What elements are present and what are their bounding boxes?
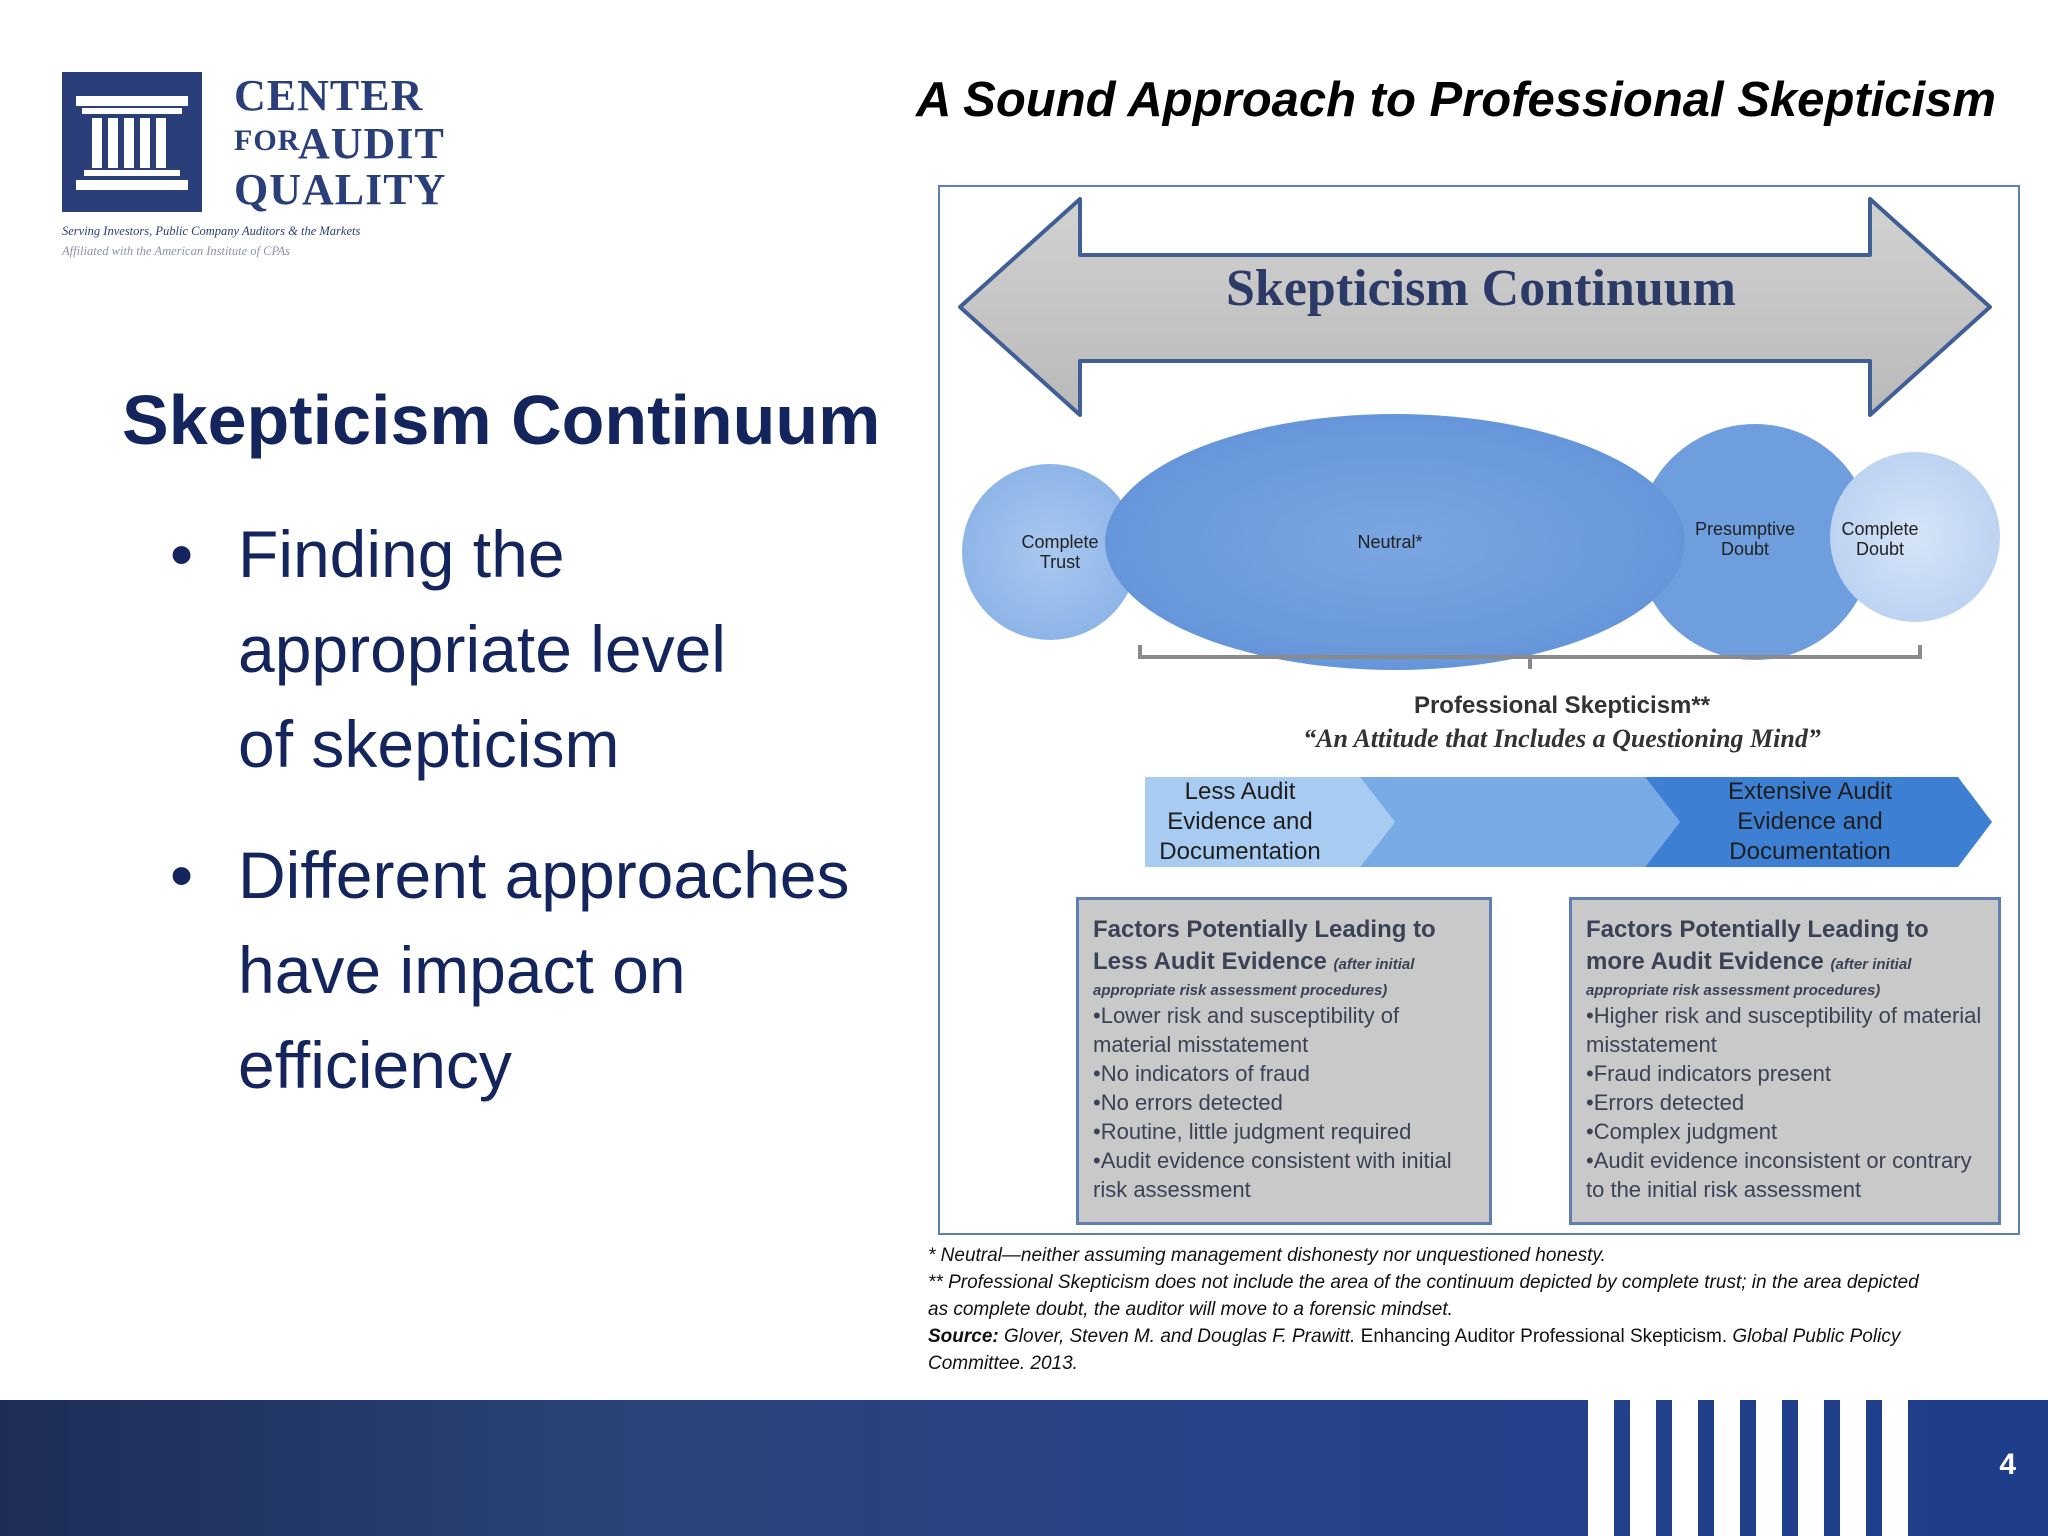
source-end: Committee. 2013.	[928, 1353, 1078, 1374]
source-title: Enhancing Auditor Professional Skepticism.	[1360, 1326, 1728, 1347]
logo-affiliation: Affiliated with the American Institute of CPAs	[62, 244, 290, 258]
slide-title: Skepticism Continuum	[122, 381, 881, 459]
factor-item: •Lower risk and susceptibility of material misstatement	[1093, 1003, 1400, 1057]
footnote-neutral: * Neutral—neither assuming management dishonesty nor unquestioned honesty.	[928, 1245, 1606, 1266]
factor-item: •No errors detected	[1093, 1090, 1283, 1115]
bullet-line: Different approaches	[238, 838, 850, 912]
slide-header: A Sound Approach to Professional Skepticism	[916, 73, 1996, 127]
logo-word-quality: QUALITY	[234, 165, 447, 214]
footnote-skepticism-cont: as complete doubt, the auditor will move to a forensic mindset.	[928, 1299, 1453, 1320]
factor-item: •Audit evidence consistent with initial risk assessment	[1093, 1148, 1452, 1202]
footer-stripe	[1798, 1400, 1824, 1536]
professional-skepticism-title: Professional Skepticism**	[1413, 692, 1711, 719]
bullet-line: have impact on	[238, 933, 686, 1007]
footer-stripe	[1588, 1400, 1614, 1536]
factors-less-evidence-box	[1076, 897, 1492, 1225]
complete-doubt-label: Complete Doubt	[1841, 519, 1919, 559]
factors-more-evidence-box	[1569, 897, 2001, 1225]
factor-item: •Fraud indicators present	[1586, 1061, 1831, 1086]
page-number: 4	[1999, 1448, 2016, 1481]
neutral-label: Neutral*	[1357, 532, 1423, 552]
source-label: Source:	[928, 1326, 999, 1347]
professional-skepticism-quote: “An Attitude that Includes a Questioning Mind”	[1303, 724, 1821, 753]
bullet-dot-icon: •	[170, 517, 194, 591]
factor-item: •Errors detected	[1586, 1090, 1745, 1115]
complete-trust-label: Complete Trust	[1021, 532, 1099, 572]
logo-tagline: Serving Investors, Public Company Auditors & the Markets	[62, 224, 361, 238]
factor-box-subnote: appropriate risk assessment procedures)	[1586, 982, 1881, 999]
cqa-logo	[62, 71, 447, 262]
presumptive-doubt-label: Presumptive Doubt	[1694, 519, 1796, 559]
footer-stripe	[1756, 1400, 1782, 1536]
source-authors: Glover, Steven M. and Douglas F. Prawitt.	[1004, 1326, 1356, 1347]
footnote-skepticism: ** Professional Skepticism does not include the area of the continuum depicted by complete trust; in the area depicted	[928, 1272, 1919, 1293]
arrow-title: Skepticism Continuum	[1226, 260, 1736, 317]
factor-box-note: (after initial	[1333, 956, 1415, 973]
bullet-line: Finding the	[238, 517, 565, 591]
factor-box-heading: Factors Potentially Leading to more Audit Evidence	[1586, 916, 1929, 975]
factor-item: •Higher risk and susceptibility of material misstatement	[1586, 1003, 1982, 1057]
factor-item: •Routine, little judgment required	[1093, 1119, 1412, 1144]
bullet-dot-icon: •	[170, 838, 194, 912]
logo-word-audit: AUDIT	[298, 119, 445, 168]
footer-stripe	[1672, 1400, 1698, 1536]
factor-item: •Audit evidence inconsistent or contrary to the initial risk assessment	[1586, 1148, 1972, 1202]
footer-stripe	[1840, 1400, 1866, 1536]
bullet-line: appropriate level	[238, 612, 726, 686]
factor-item: •No indicators of fraud	[1093, 1061, 1310, 1086]
logo-word-for: FOR	[234, 124, 301, 157]
bullet-line: efficiency	[238, 1028, 512, 1102]
less-evidence-label: Less Audit Evidence and Documentation	[1159, 778, 1321, 865]
factor-box-note: (after initial	[1830, 956, 1912, 973]
factor-item: •Complex judgment	[1586, 1119, 1778, 1144]
footer-stripe	[1882, 1400, 1908, 1536]
footnotes	[928, 1242, 2028, 1377]
skepticism-continuum-figure	[938, 185, 2020, 1235]
footer-stripe	[1630, 1400, 1656, 1536]
footer-bar	[0, 1400, 2048, 1536]
column-pillar-icon	[62, 72, 202, 212]
factor-box-subnote: appropriate risk assessment procedures)	[1093, 982, 1388, 999]
logo-word-center: CENTER	[234, 71, 424, 120]
factor-box-heading: Factors Potentially Leading to Less Audit Evidence	[1093, 916, 1436, 975]
bullet-line: of skepticism	[238, 707, 620, 781]
footer-stripe	[1714, 1400, 1740, 1536]
source-publisher: Global Public Policy	[1732, 1326, 1901, 1347]
more-evidence-label: Extensive Audit Evidence and Documentation	[1727, 778, 1893, 865]
